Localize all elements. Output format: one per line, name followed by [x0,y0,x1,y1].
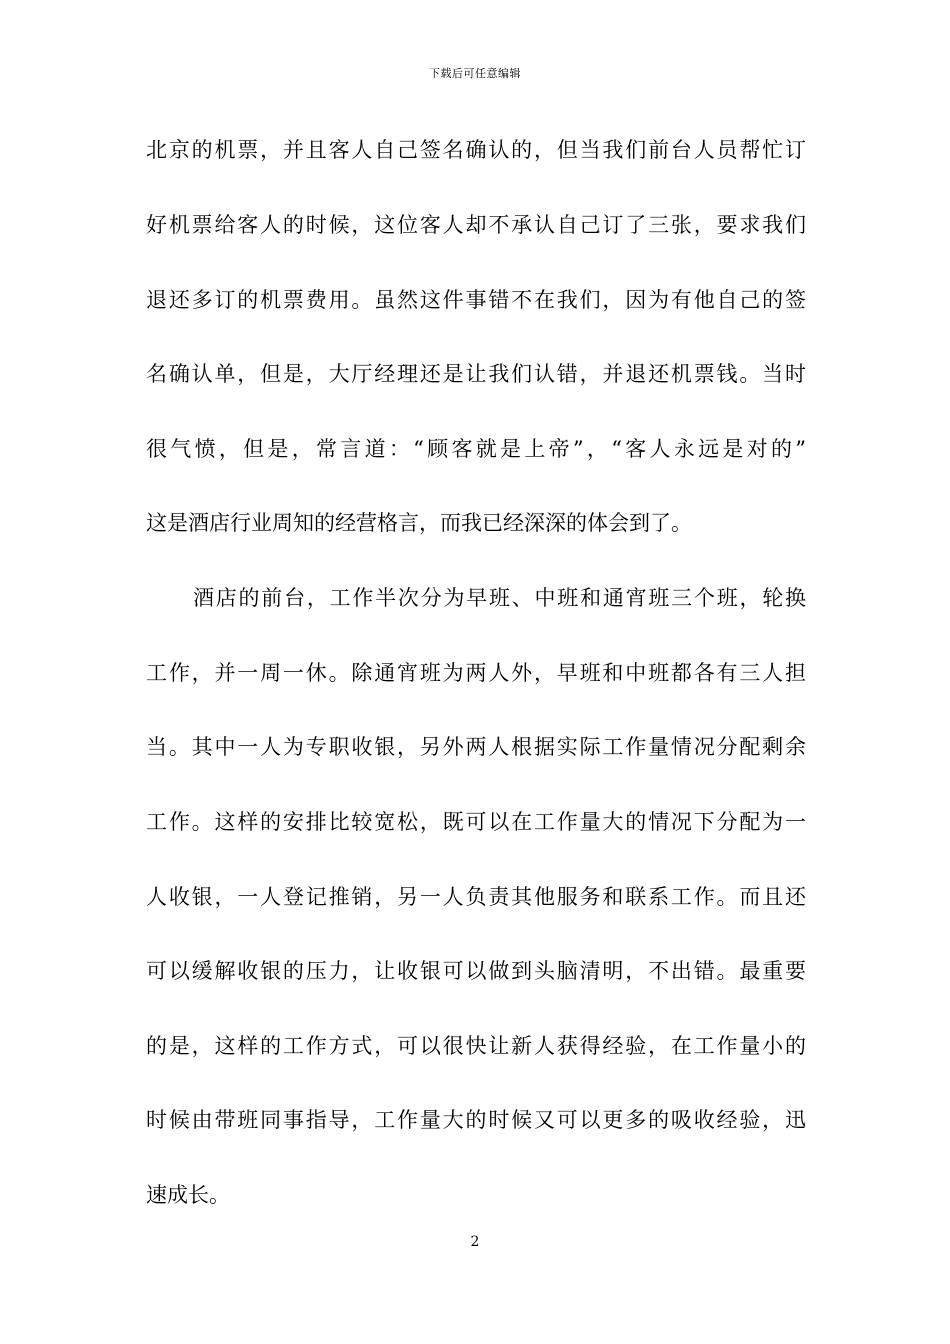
text-line: 这是酒店行业周知的经营格言，而我已经深深的体会到了。 [146,511,692,535]
text-line: 当。其中一人为专职收银，另外两人根据实际工作量情况分配剩余 [146,735,806,759]
text-line: 工作。这样的安排比较宽松，既可以在工作量大的情况下分配为一 [146,810,806,834]
text-line: 酒店的前台，工作半次分为早班、中班和通宵班三个班，轮换 [193,586,806,610]
text-line: 退还多订的机票费用。虽然这件事错不在我们，因为有他自己的签 [146,288,806,312]
text-line: 可以缓解收银的压力，让收银可以做到头脑清明，不出错。最重要 [146,959,806,983]
text-line: 的是，这样的工作方式，可以很快让新人获得经验，在工作量小的 [146,1034,806,1058]
text-line: 时候由带班同事指导，工作量大的时候又可以更多的吸收经验，迅 [146,1108,806,1132]
text-line: 工作，并一周一休。除通宵班为两人外，早班和中班都各有三人担 [146,661,806,685]
text-line: 人收银，一人登记推销，另一人负责其他服务和联系工作。而且还 [146,885,806,909]
page-number: 2 [470,1234,480,1250]
text-line: 名确认单，但是，大厅经理还是让我们认错，并退还机票钱。当时 [146,362,806,386]
text-line: 速成长。 [146,1183,230,1207]
text-line: 很气愤，但是，常言道：“顾客就是上帝”，“客人永远是对的” [146,437,806,461]
text-line: 北京的机票，并且客人自己签名确认的，但当我们前台人员帮忙订 [146,138,806,162]
text-line: 好机票给客人的时候，这位客人却不承认自己订了三张，要求我们 [146,213,806,237]
header-note: 下载后可任意编辑 [429,67,521,80]
